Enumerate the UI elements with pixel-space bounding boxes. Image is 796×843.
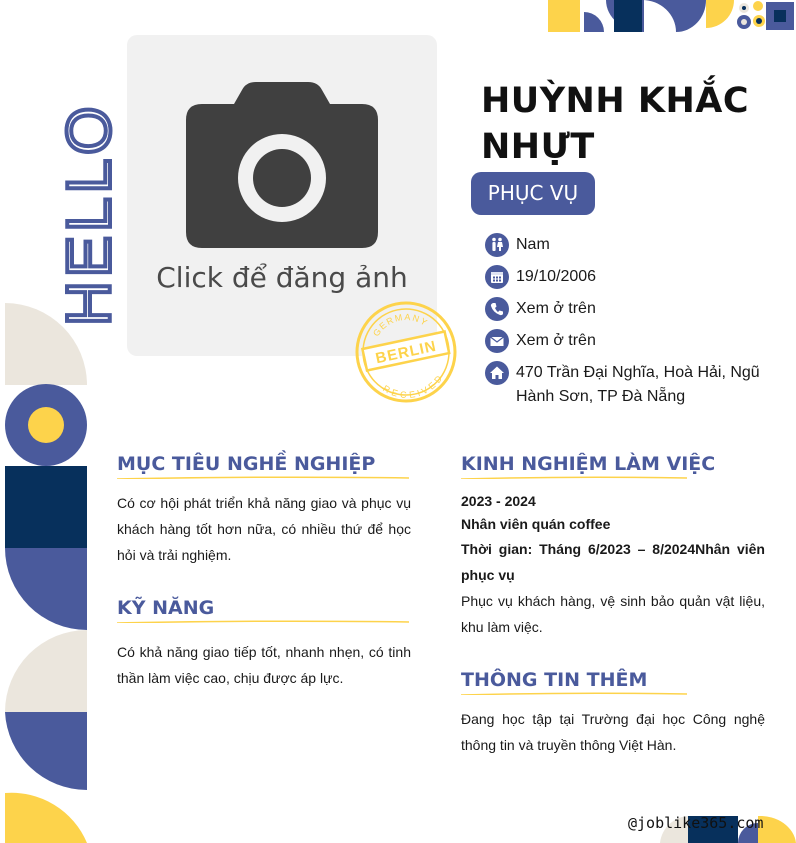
info-text: Xem ở trên: [516, 332, 596, 349]
phone-icon: [485, 297, 509, 321]
info-row-address: [485, 361, 785, 409]
extra-underline: [461, 692, 687, 695]
skills-text: Có khả năng giao tiếp tốt, nhanh nhẹn, có tinh thần làm việc cao, chịu được áp lực.: [117, 644, 411, 686]
experience-period: 2023 - 2024: [461, 493, 536, 509]
extra-title: THÔNG TIN THÊM: [461, 669, 648, 691]
info-text: Xem ở trên: [516, 300, 596, 317]
skills-underline: [117, 620, 409, 623]
experience-time: Thời gian: Tháng 6/2023 – 8/2024Nhân viên phục vụ: [461, 541, 765, 583]
experience-title: KINH NGHIỆM LÀM VIỆC: [461, 453, 716, 475]
objective-text: Có cơ hội phát triển khả năng giao và phục vụ khách hàng tốt hơn nữa, có nhiều thứ để học hỏi và trải nghiệm.: [117, 495, 411, 563]
watermark: @joblike365.com: [628, 814, 764, 832]
mail-icon: [485, 329, 509, 353]
stamp-middle: BERLIN: [374, 337, 439, 368]
objective-title: MỤC TIÊU NGHỀ NGHIỆP: [117, 453, 376, 475]
skills-title: KỸ NĂNG: [117, 597, 215, 619]
top-decoration: [548, 0, 796, 32]
extra-text: Đang học tập tại Trường đại học Công nghệ thông tin và truyền thông Việt Hàn.: [461, 711, 765, 753]
experience-underline: [461, 476, 687, 479]
gender-icon: [485, 233, 509, 257]
personal-info: [485, 233, 785, 417]
stamp-bottom: RECEIVED: [381, 372, 445, 401]
info-row-gender: [485, 233, 785, 257]
info-row-birthday: [485, 265, 785, 289]
home-icon: [485, 361, 509, 385]
info-row-email: [485, 329, 785, 353]
calendar-icon: [485, 265, 509, 289]
camera-icon: [186, 82, 378, 248]
role-badge: PHỤC VỤ: [471, 172, 595, 215]
info-row-phone: [485, 297, 785, 321]
berlin-stamp: [354, 300, 458, 404]
info-text: Nam: [516, 236, 550, 253]
objective-underline: [117, 476, 409, 479]
hello-text: HELLO: [55, 102, 124, 326]
experience-description: Phục vụ khách hàng, vệ sinh bảo quản vật liệu, khu làm việc.: [461, 593, 765, 635]
stamp-top: GERMANY: [370, 311, 431, 339]
info-text: 470 Trần Đại Nghĩa, Hoà Hải, Ngũ Hành Sơn, TP Đà Nẵng: [516, 364, 760, 405]
candidate-name: HUỲNH KHẮC NHỰT: [481, 81, 750, 167]
info-text: 19/10/2006: [516, 268, 597, 285]
hello-decoration: [28, 58, 124, 326]
experience-position: Nhân viên quán coffee: [461, 516, 611, 532]
photo-caption: Click để đăng ảnh: [156, 261, 408, 294]
